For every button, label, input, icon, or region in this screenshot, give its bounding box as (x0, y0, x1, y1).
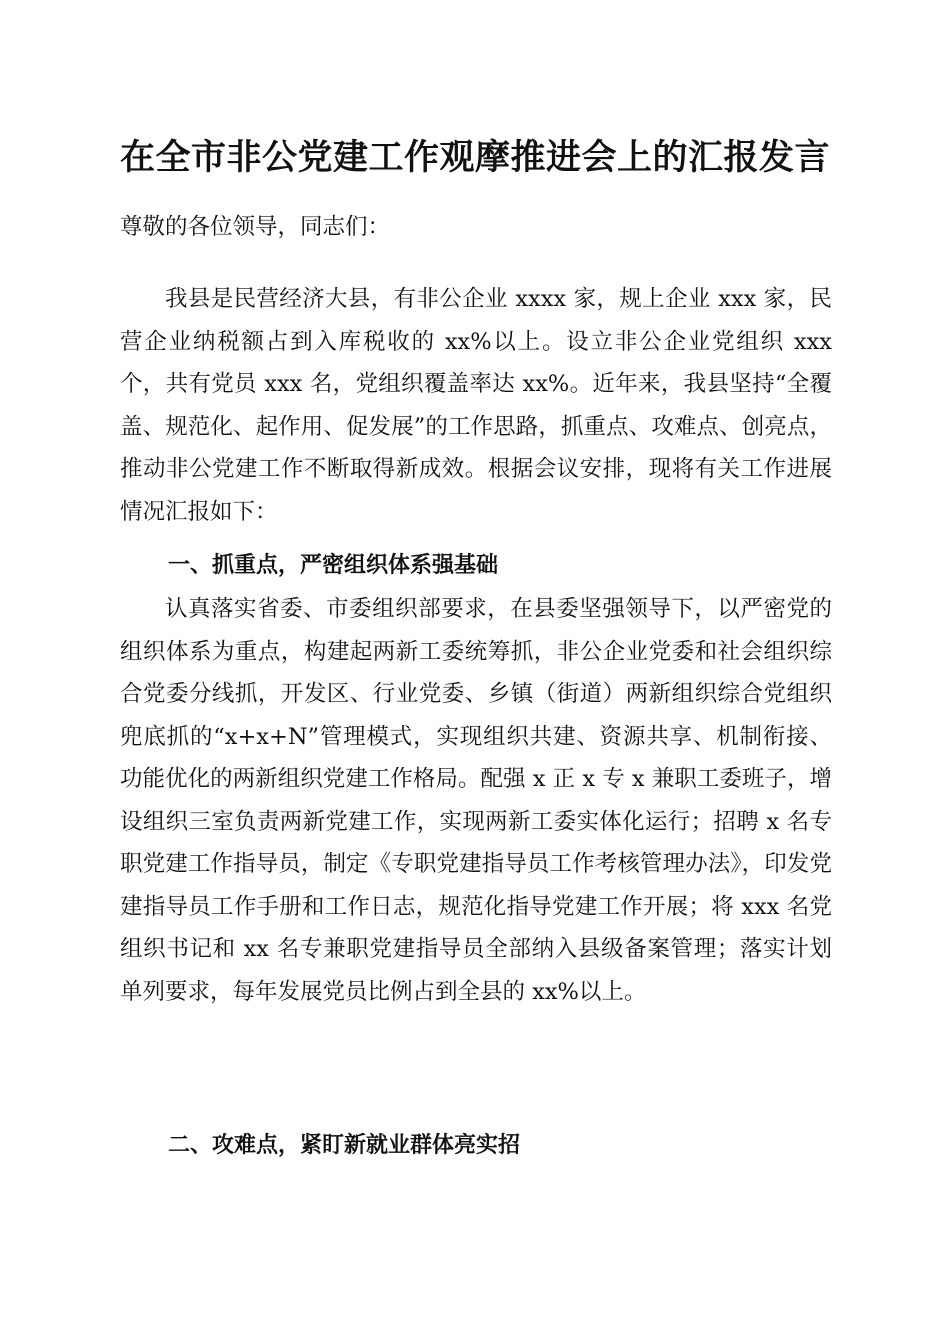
salutation: 尊敬的各位领导，同志们： (120, 214, 391, 240)
document-title: 在全市非公党建工作观摩推进会上的汇报发言 (119, 137, 830, 178)
intro-paragraph: 我县是民营经济大县，有非公企业 xxxx 家，规上企业 xxx 家，民营企业纳税额占到入库税收的 xx%以上。设立非公企业党组织 xxx 个，共有党员 xxx 名，党组织覆盖率达 xx%。近年来，我县坚持“全覆盖、规范化、起作用、促发展”的工作思路，抓重点、攻难点、创亮点，推动非公党建工作不断取得新成效。根据会议安排，现将有关工作进展情况汇报如下： (120, 286, 832, 525)
section-heading-2: 二、攻难点，紧盯新就业群体亮实招 (168, 1133, 521, 1158)
section-1-paragraph: 认真落实省委、市委组织部要求，在县委坚强领导下，以严密党的组织体系为重点，构建起两新工委统筹抓，非公企业党委和社会组织综合党委分线抓，开发区、行业党委、乡镇（街道）两新组织综合党组织兜底抓的“x+x+N”管理模式，实现组织共建、资源共享、机制衔接、功能优化的两新组织党建工作格局。配强 x 正 x 专 x 兼职工委班子，增设组织三室负责两新党建工作，实现两新工委实体化运行；招聘 x 名专职党建工作指导员，制定《专职党建指导员工作考核管理办法》，印发党建指导员工作手册和工作日志，规范化指导党建工作开展；将 xxx 名党组织书记和 xx 名专兼职党建指导员全部纳入县级备案管理；落实计划单列要求，每年发展党员比例占到全县的 xx%以上。 (120, 596, 832, 1005)
section-heading-1: 一、抓重点，严密组织体系强基础 (168, 553, 499, 578)
